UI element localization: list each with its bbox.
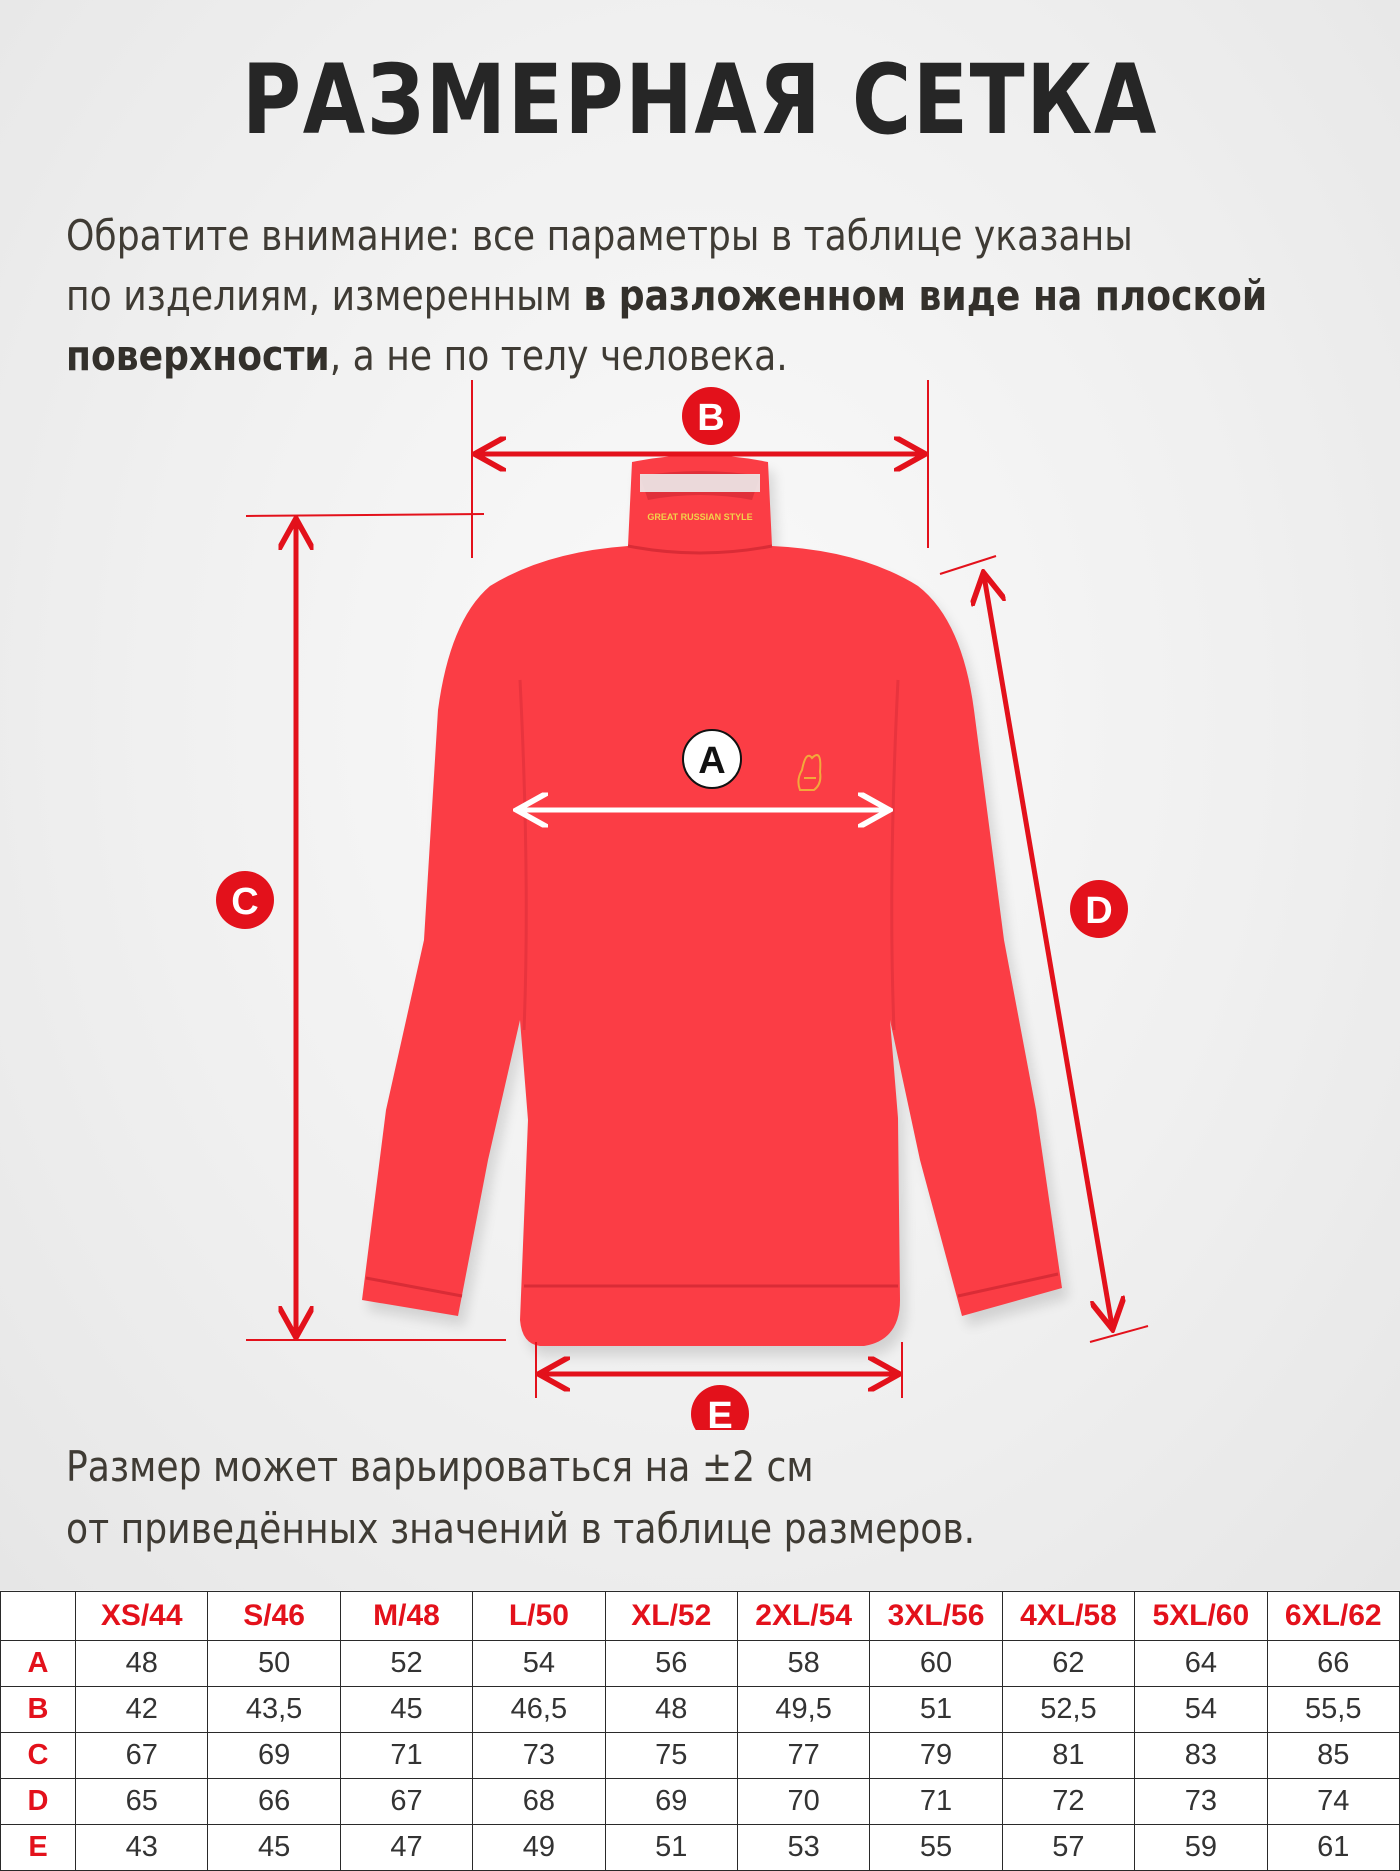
measure-value-cell: 51 [605,1825,737,1871]
measure-value-cell: 52 [340,1641,472,1687]
measure-row-label: A [1,1641,76,1687]
table-row [1,1641,1400,1687]
measure-value-cell: 58 [737,1641,869,1687]
measure-value-cell: 71 [340,1733,472,1779]
measure-value-cell: 73 [473,1733,605,1779]
measure-value-cell: 43 [76,1825,208,1871]
measure-c-label: C [231,881,259,923]
size-header-cell: 3XL/56 [870,1592,1002,1641]
table-row [1,1825,1400,1871]
garment-diagram [0,380,1400,1430]
note-line-2 [66,266,1268,326]
measure-value-cell: 67 [76,1733,208,1779]
size-table-body [1,1641,1400,1871]
measure-value-cell: 66 [1267,1641,1399,1687]
measure-value-cell: 70 [737,1779,869,1825]
note-line-3 [66,326,1184,386]
variance-line-1: Размер может варьироваться на ±2 см [66,1442,814,1491]
measure-value-cell: 79 [870,1733,1002,1779]
measure-value-cell: 71 [870,1779,1002,1825]
measure-value-cell: 48 [605,1687,737,1733]
size-header-cell: 2XL/54 [737,1592,869,1641]
measure-value-cell: 61 [1267,1825,1399,1871]
measure-value-cell: 75 [605,1733,737,1779]
variance-line-2: от приведённых значений в таблице размеров. [66,1504,976,1553]
measure-value-cell: 53 [737,1825,869,1871]
measure-d-label: D [1085,890,1113,932]
measure-row-label: D [1,1779,76,1825]
note-line-3-bold: поверхности [66,331,330,380]
measure-b-label: B [697,397,725,439]
size-header-cell: 5XL/60 [1135,1592,1267,1641]
measure-e-label: E [707,1395,733,1430]
variance-note [66,1436,1184,1560]
collar-label: GREAT RUSSIAN STYLE [647,512,753,522]
measure-value-cell: 68 [473,1779,605,1825]
measure-value-cell: 66 [208,1779,340,1825]
note-line-2-plain: по изделиям, измеренным [66,271,584,320]
table-row [1,1687,1400,1733]
note-line-1: Обратите внимание: все параметры в таблице указаны [66,211,1133,260]
turtleneck-sweater [362,455,1068,1356]
measurement-note [66,206,1268,386]
measure-value-cell: 45 [340,1687,472,1733]
measure-value-cell: 46,5 [473,1687,605,1733]
measure-value-cell: 54 [473,1641,605,1687]
measure-value-cell: 52,5 [1002,1687,1134,1733]
note-line-2-bold: в разложенном виде на плоской [583,271,1268,320]
measure-value-cell: 45 [208,1825,340,1871]
table-row [1,1779,1400,1825]
measure-value-cell: 47 [340,1825,472,1871]
measure-row-label: E [1,1825,76,1871]
measure-value-cell: 64 [1135,1641,1267,1687]
size-header-cell: S/46 [208,1592,340,1641]
measure-value-cell: 50 [208,1641,340,1687]
measure-value-cell: 69 [605,1779,737,1825]
size-header-cell: XS/44 [76,1592,208,1641]
measure-value-cell: 83 [1135,1733,1267,1779]
size-header-cell: 4XL/58 [1002,1592,1134,1641]
measure-value-cell: 72 [1002,1779,1134,1825]
size-header-cell: 6XL/62 [1267,1592,1399,1641]
measure-value-cell: 60 [870,1641,1002,1687]
measure-value-cell: 69 [208,1733,340,1779]
measure-value-cell: 55,5 [1267,1687,1399,1733]
size-header-cell: M/48 [340,1592,472,1641]
measure-value-cell: 42 [76,1687,208,1733]
measure-value-cell: 65 [76,1779,208,1825]
size-table [0,1591,1400,1871]
size-header-cell: L/50 [473,1592,605,1641]
collar-tape [640,474,760,492]
note-line-3-plain: , а не по телу человека. [329,331,788,380]
measure-value-cell: 57 [1002,1825,1134,1871]
measure-a-label: A [698,740,726,782]
measure-value-cell: 51 [870,1687,1002,1733]
measure-value-cell: 59 [1135,1825,1267,1871]
measure-value-cell: 56 [605,1641,737,1687]
table-row [1,1733,1400,1779]
measure-value-cell: 67 [340,1779,472,1825]
measure-value-cell: 43,5 [208,1687,340,1733]
measure-value-cell: 74 [1267,1779,1399,1825]
measure-value-cell: 77 [737,1733,869,1779]
size-table-header [1,1592,1400,1641]
measure-value-cell: 62 [1002,1641,1134,1687]
measure-value-cell: 54 [1135,1687,1267,1733]
page-title: РАЗМЕРНАЯ СЕТКА [241,44,1159,156]
measure-row-label: B [1,1687,76,1733]
measure-value-cell: 48 [76,1641,208,1687]
measure-value-cell: 49,5 [737,1687,869,1733]
measure-value-cell: 49 [473,1825,605,1871]
size-table-corner [1,1592,76,1641]
measure-row-label: C [1,1733,76,1779]
size-header-cell: XL/52 [605,1592,737,1641]
measure-value-cell: 73 [1135,1779,1267,1825]
measure-value-cell: 81 [1002,1733,1134,1779]
measure-value-cell: 55 [870,1825,1002,1871]
measure-value-cell: 85 [1267,1733,1399,1779]
sweater-body [362,455,1062,1346]
